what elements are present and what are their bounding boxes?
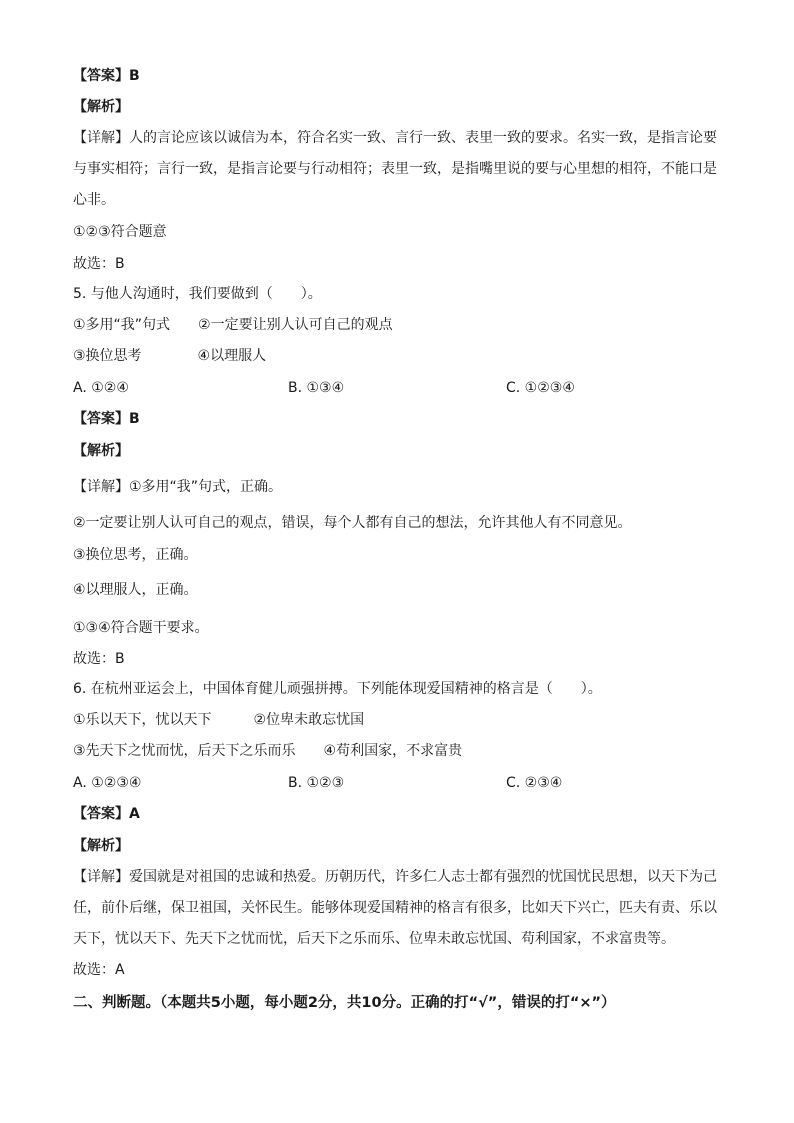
section-heading: 二、判断题。（本题共5小题，每小题2分，共10分。正确的打“√”，错误的打“×”） <box>73 995 616 1011</box>
question-5-stem: 5. 与他人沟通时，我们要做到（ ）。 <box>73 286 322 302</box>
analysis-label: 【解析】 <box>73 443 129 459</box>
question-5-items: ①多用“我”句式 ②一定要让别人认可自己的观点 <box>73 317 393 333</box>
question-6-stem: 6. 在杭州亚运会上，中国体育健儿顽强拼搏。下列能体现爱国精神的格言是（ ）。 <box>73 681 602 697</box>
detail-text: ④以理服人，正确。 <box>73 582 198 598</box>
fit-text: ①②③符合题意 <box>73 224 167 240</box>
option-a: A. ①②④ <box>73 380 129 396</box>
analysis-label: 【解析】 <box>73 838 129 854</box>
question-6-items: ③先天下之忧而忧，后天下之乐而乐 ④苟利国家，不求富贵 <box>73 743 463 759</box>
detail-text: 心非。 <box>73 192 115 208</box>
question-6-items: ①乐以天下，忧以天下 ②位卑未敢忘忧国 <box>73 712 365 728</box>
detail-text: 与事实相符；言行一致，是指言论要与行动相符；表里一致，是指嘴里说的要与心里想的相符，不能口是 <box>73 161 717 177</box>
detail-text: 任，前仆后继，保卫祖国，关怀民生。能够体现爱国精神的格言有很多，比如天下兴亡，匹夫有责、乐以 <box>73 900 717 916</box>
option-b: B. ①②③ <box>288 775 345 791</box>
detail-text: 天下，忧以天下、先天下之忧而忧，后天下之乐而乐、位卑未敢忘忧国、苟利国家，不求富贵等。 <box>73 931 675 947</box>
answer-label: 【答案】B <box>73 68 140 84</box>
choice-text: 故选：A <box>73 962 125 978</box>
question-5-items: ③换位思考 ④以理服人 <box>73 348 267 364</box>
fit-text: ①③④符合题干要求。 <box>73 620 209 636</box>
option-b: B. ①③④ <box>288 380 345 396</box>
option-c: C. ②③④ <box>506 775 563 791</box>
answer-label: 【答案】A <box>73 806 140 822</box>
option-a: A. ①②③④ <box>73 775 142 791</box>
answer-label: 【答案】B <box>73 411 140 427</box>
analysis-label: 【解析】 <box>73 99 129 115</box>
detail-text: ③换位思考，正确。 <box>73 547 198 563</box>
choice-text: 故选：B <box>73 256 125 272</box>
choice-text: 故选：B <box>73 651 125 667</box>
detail-text: ②一定要让别人认可自己的观点，错误，每个人都有自己的想法，允许其他人有不同意见。 <box>73 515 632 531</box>
detail-text: 【详解】人的言论应该以诚信为本，符合名实一致、言行一致、表里一致的要求。名实一致，是指言论要 <box>73 130 717 146</box>
detail-text: 【详解】①多用“我”句式，正确。 <box>73 479 283 495</box>
detail-text: 【详解】爱国就是对祖国的忠诚和热爱。历朝历代，许多仁人志士都有强烈的忧国忧民思想，以天下为己 <box>73 869 717 885</box>
option-c: C. ①②③④ <box>506 380 575 396</box>
